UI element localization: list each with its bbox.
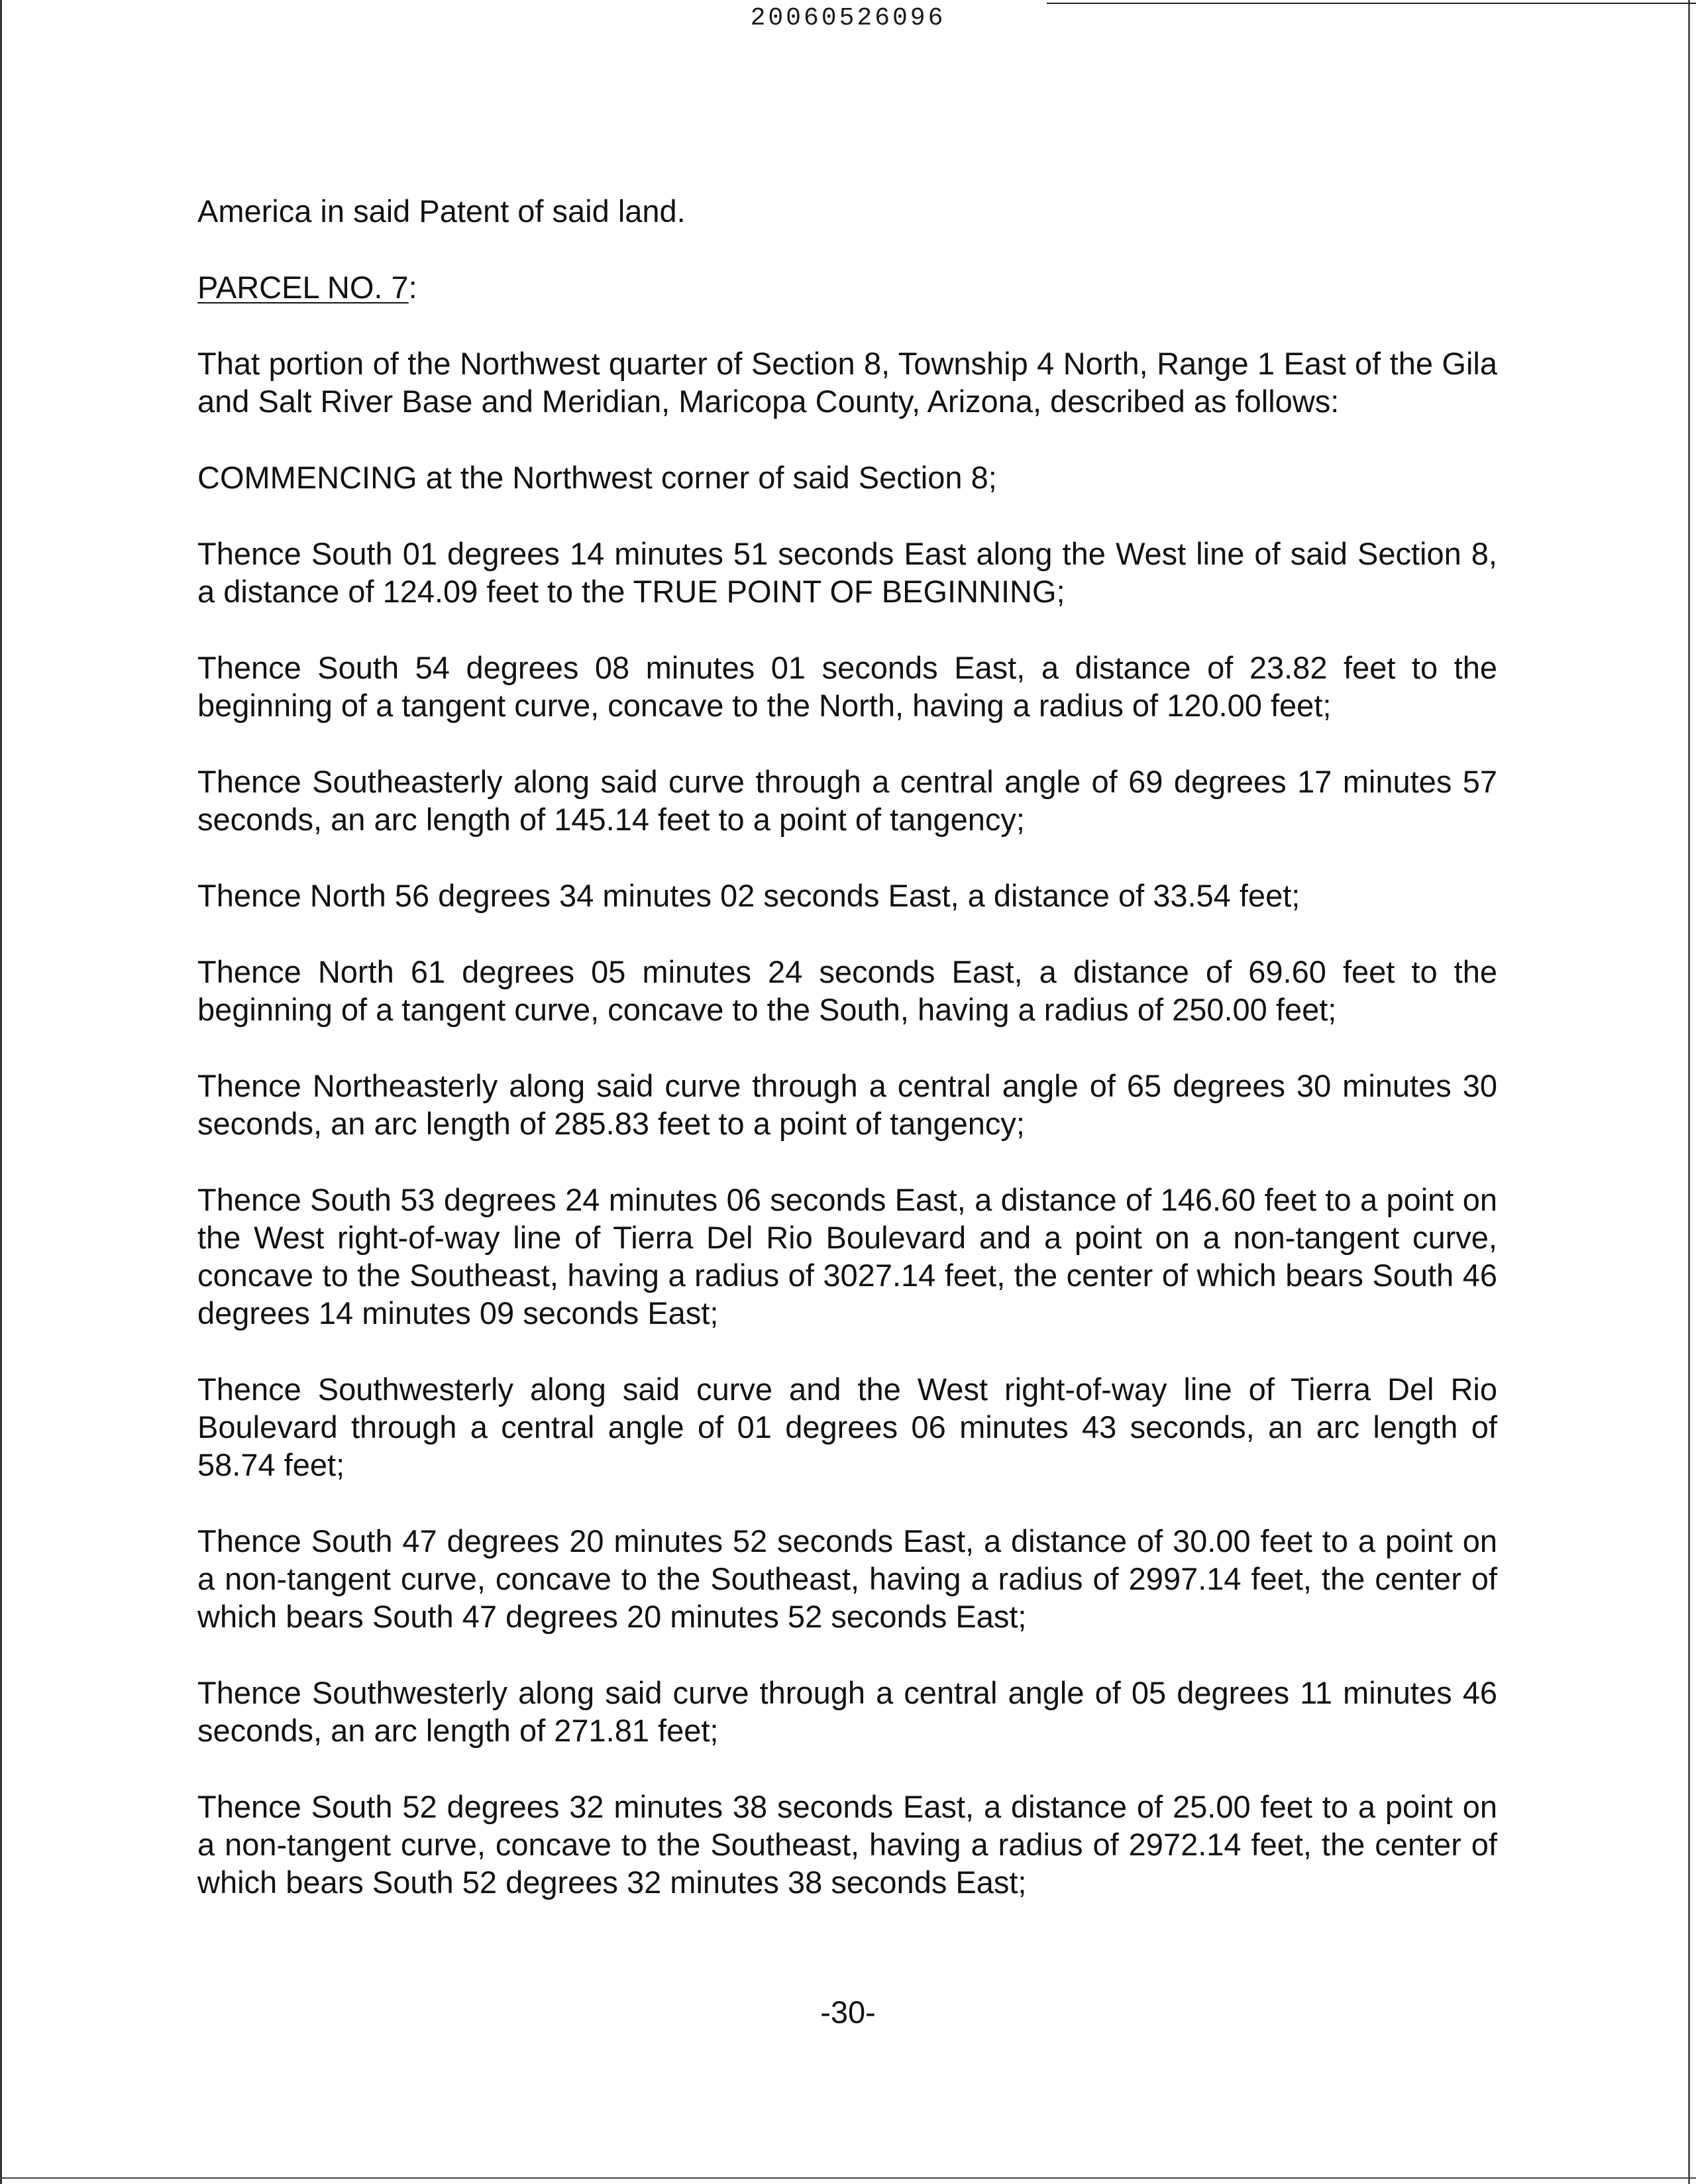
parcel-heading: PARCEL NO. 7 xyxy=(197,270,409,305)
paragraph-course-6: Thence Northeasterly along said curve through a central angle of 65 degrees 30 minutes 30 seconds, an arc length of 285.83 feet to a point of tangency; xyxy=(197,1068,1497,1141)
paragraph-course-9: Thence South 47 degrees 20 minutes 52 seconds East, a distance of 30.00 feet to a point on a non-tangent curve, concave to the Southeast, having a radius of 2997.14 feet, the center of which bears South 47 degrees 20 minutes 52 seconds East; xyxy=(197,1523,1497,1634)
paragraph-course-5: Thence North 61 degrees 05 minutes 24 seconds East, a distance of 69.60 feet to the beginning of a tangent curve, concave to the South, having a radius of 250.00 feet; xyxy=(197,954,1497,1027)
page-number: -30- xyxy=(820,1994,876,2030)
paragraph-course-11: Thence South 52 degrees 32 minutes 38 seconds East, a distance of 25.00 feet to a point on a non-tangent curve, concave to the Southeast, having a radius of 2972.14 feet, the center of which bears South 52 degrees 32 minutes 38 seconds East; xyxy=(197,1789,1497,1900)
paragraph-course-3: Thence Southeasterly along said curve through a central angle of 69 degrees 17 minutes 57 seconds, an arc length of 145.14 feet to a point of tangency; xyxy=(197,764,1497,837)
scan-right-edge xyxy=(1688,0,1690,2184)
paragraph-course-2: Thence South 54 degrees 08 minutes 01 seconds East, a distance of 23.82 feet to the beginning of a tangent curve, concave to the North, having a radius of 120.00 feet; xyxy=(197,650,1497,723)
parcel-heading-colon: : xyxy=(408,270,417,305)
continuation-line: America in said Patent of said land. xyxy=(197,193,686,229)
paragraph-description: That portion of the Northwest quarter of Section 8, Township 4 North, Range 1 East of the Gila and Salt River Base and Meridian, Maricopa County, Arizona, described as follows: xyxy=(197,346,1497,419)
paragraph-commencing: COMMENCING at the Northwest corner of said Section 8; xyxy=(197,460,997,495)
paragraph-course-1: Thence South 01 degrees 14 minutes 51 seconds East along the West line of said Section 8, a distance of 124.09 feet to the TRUE POINT OF BEGINNING; xyxy=(197,536,1497,609)
paragraph-course-10: Thence Southwesterly along said curve through a central angle of 05 degrees 11 minutes 46 seconds, an arc length of 271.81 feet; xyxy=(197,1675,1497,1748)
footer-rule xyxy=(0,2177,1696,2179)
document-body xyxy=(197,192,1497,1939)
paragraph-course-8: Thence Southwesterly along said curve and the West right-of-way line of Tierra Del Rio Boulevard through a central angle of 01 degrees 06 minutes 43 seconds, an arc length of 58.74 feet; xyxy=(197,1372,1497,1482)
paragraph-course-4: Thence North 56 degrees 34 minutes 02 seconds East, a distance of 33.54 feet; xyxy=(197,878,1300,913)
scan-left-edge xyxy=(0,0,2,2184)
parcel-heading-line xyxy=(197,268,1497,306)
paragraph-course-7: Thence South 53 degrees 24 minutes 06 seconds East, a distance of 146.60 feet to a point on the West right-of-way line of Tierra Del Rio Boulevard and a point on a non-tangent curve, concave to the Southeast, having a radius of 3027.14 feet, the center of which bears South 46 degrees 14 minutes 09 seconds East; xyxy=(197,1182,1497,1331)
document-number: 20060526096 xyxy=(750,4,946,32)
